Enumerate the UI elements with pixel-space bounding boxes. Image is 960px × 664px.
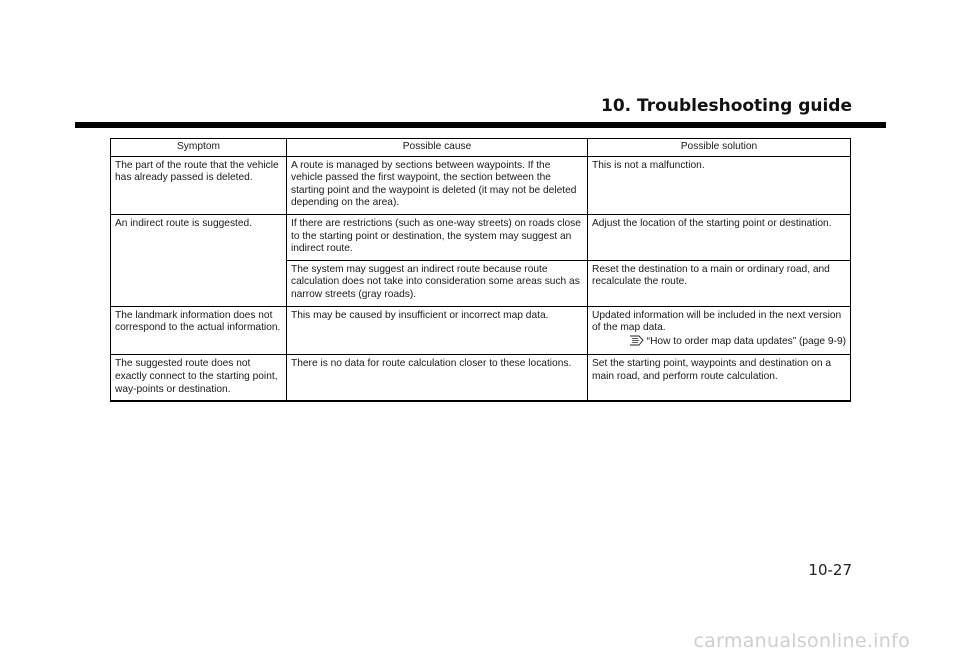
solution-cell: This is not a malfunction. [588, 156, 851, 214]
header-rule [75, 122, 886, 128]
symptom-cell: The suggested route does not exactly connect to the starting point, way-points or destination. [111, 355, 287, 401]
solution-cell: Set the starting point, waypoints and destination on a main road, and perform route calculation. [588, 355, 851, 401]
page-reference[interactable] [592, 335, 846, 351]
table-row [111, 306, 851, 355]
table-row [111, 214, 851, 260]
solution-cell: Adjust the location of the starting point or destination. [588, 214, 851, 260]
reference-text[interactable]: “How to order map data updates” (page 9-9) [646, 335, 846, 347]
solution-cell: Reset the destination to a main or ordinary road, and recalculate the route. [588, 260, 851, 306]
reference-pointer-icon [629, 335, 644, 351]
cause-cell: There is no data for route calculation closer to these locations. [287, 355, 588, 401]
table-row [111, 156, 851, 214]
table-row [111, 355, 851, 401]
table-header-row [111, 139, 851, 157]
cause-cell: The system may suggest an indirect route because route calculation does not take into consideration some areas such as narrow streets (gray roads). [287, 260, 588, 306]
page-number: 10-27 [808, 561, 852, 579]
solution-text: Updated information will be included in the next version of the map data. [592, 309, 842, 334]
column-header-cause: Possible cause [287, 139, 588, 157]
column-header-symptom: Symptom [111, 139, 287, 157]
watermark: carmanualsonline.info [693, 630, 910, 652]
cause-cell: If there are restrictions (such as one-way streets) on roads close to the starting point or destination, the system may suggest an indirect route. [287, 214, 588, 260]
symptom-cell: The part of the route that the vehicle has already passed is deleted. [111, 156, 287, 214]
solution-cell [588, 306, 851, 355]
troubleshooting-table [110, 138, 851, 402]
cause-cell: This may be caused by insufficient or incorrect map data. [287, 306, 588, 355]
column-header-solution: Possible solution [588, 139, 851, 157]
cause-cell: A route is managed by sections between waypoints. If the vehicle passed the first waypoint, the section between the starting point and the waypoint is deleted (it may not be deleted depending on the area). [287, 156, 588, 214]
symptom-cell: An indirect route is suggested. [111, 214, 287, 306]
section-title: 10. Troubleshooting guide [601, 96, 852, 116]
symptom-cell: The landmark information does not correspond to the actual information. [111, 306, 287, 355]
